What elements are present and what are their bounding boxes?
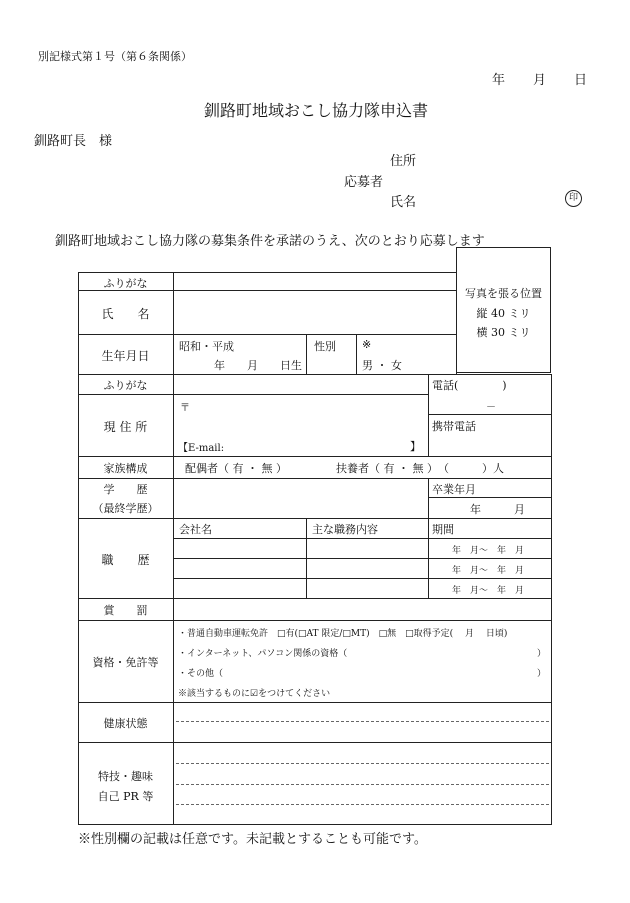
it-qual-line: ・インターネット、パソコン関係の資格（ [178,649,348,659]
it-qual-close: ） [537,649,547,659]
date-year-label: 年 [492,73,506,88]
other-qual-line: ・その他（ [178,669,224,679]
postal-mark: 〒 [180,403,190,414]
name-label: 氏名 [390,195,417,210]
date-month-label: 月 [533,73,547,88]
period-row: 年 月～ 年 月 [452,586,525,596]
spouse-field: 配偶者（ 有 ・ 無 ） [185,462,287,475]
form-number: 別記様式第１号（第６条関係） [38,50,192,63]
education-label: 学 歴 [103,483,148,496]
address-label: 住所 [390,154,417,169]
period-row: 年 月～ 年 月 [452,566,525,576]
era-options: 昭和・平成 [179,340,234,353]
other-qual-close: ） [537,669,547,679]
pr-label: 自己 PR 等 [97,790,154,803]
phone-dash: － [486,402,496,413]
name-row-label: 氏 名 [101,307,150,321]
company-header: 会社名 [179,523,212,536]
grad-ym-value: 年 月 [470,503,525,516]
mobile-label: 携帯電話 [432,420,476,433]
gender-note-mark: ※ [362,338,372,351]
photo-caption: 写真を張る位置 [465,287,542,300]
footer-note: ※性別欄の記載は任意です。未記載とすることも可能です。 [78,832,427,847]
quals-label: 資格・免許等 [92,656,159,669]
photo-width: 横 30 ミリ [476,326,531,339]
seal-mark: 印 [565,190,582,207]
intro-text: 釧路町地域おこし協力隊の募集条件を承諾のうえ、次のとおり応募します [55,234,485,249]
applicant-label: 応募者 [344,175,384,190]
phone-label: 電話( ) [432,379,507,392]
period-row: 年 月～ 年 月 [452,546,525,556]
grad-ym-label: 卒業年月 [432,483,476,496]
photo-height: 縦 40 ミリ [476,307,531,320]
furigana2-label: ふりがな [103,379,148,392]
birthdate-label: 生年月日 [101,349,150,363]
education-sub-label: （最終学歴） [92,502,159,515]
family-label: 家族構成 [103,462,148,475]
career-label: 職 歴 [101,553,150,567]
qual-note: ※該当するものに☑をつけてください [178,689,331,699]
email-label: 【E-mail: [178,443,225,454]
page-title: 釧路町地域おこし協力隊申込書 [204,101,429,120]
duties-header: 主な職務内容 [312,523,378,536]
skills-label: 特技・趣味 [98,770,153,783]
date-day-label: 日 [574,73,588,88]
gender-options: 男 ・ 女 [362,359,402,372]
gender-label: 性別 [314,340,336,353]
furigana-label: ふりがな [103,277,148,290]
addressee: 釧路町長 様 [34,134,113,149]
license-line: ・普通自動車運転免許 □有(□AT 限定/□MT) □無 □取得予定( 月 日頃) [178,629,508,639]
health-label: 健康状態 [103,717,148,730]
birth-ymd: 年 月 日生 [214,359,302,372]
address-row-label: 現 住 所 [103,420,148,434]
email-close: 】 [410,440,421,453]
dependents-field: 扶養者（ 有 ・ 無 ） （ ）人 [336,462,504,475]
awards-label: 賞 罰 [103,604,148,617]
period-header: 期間 [432,523,454,536]
